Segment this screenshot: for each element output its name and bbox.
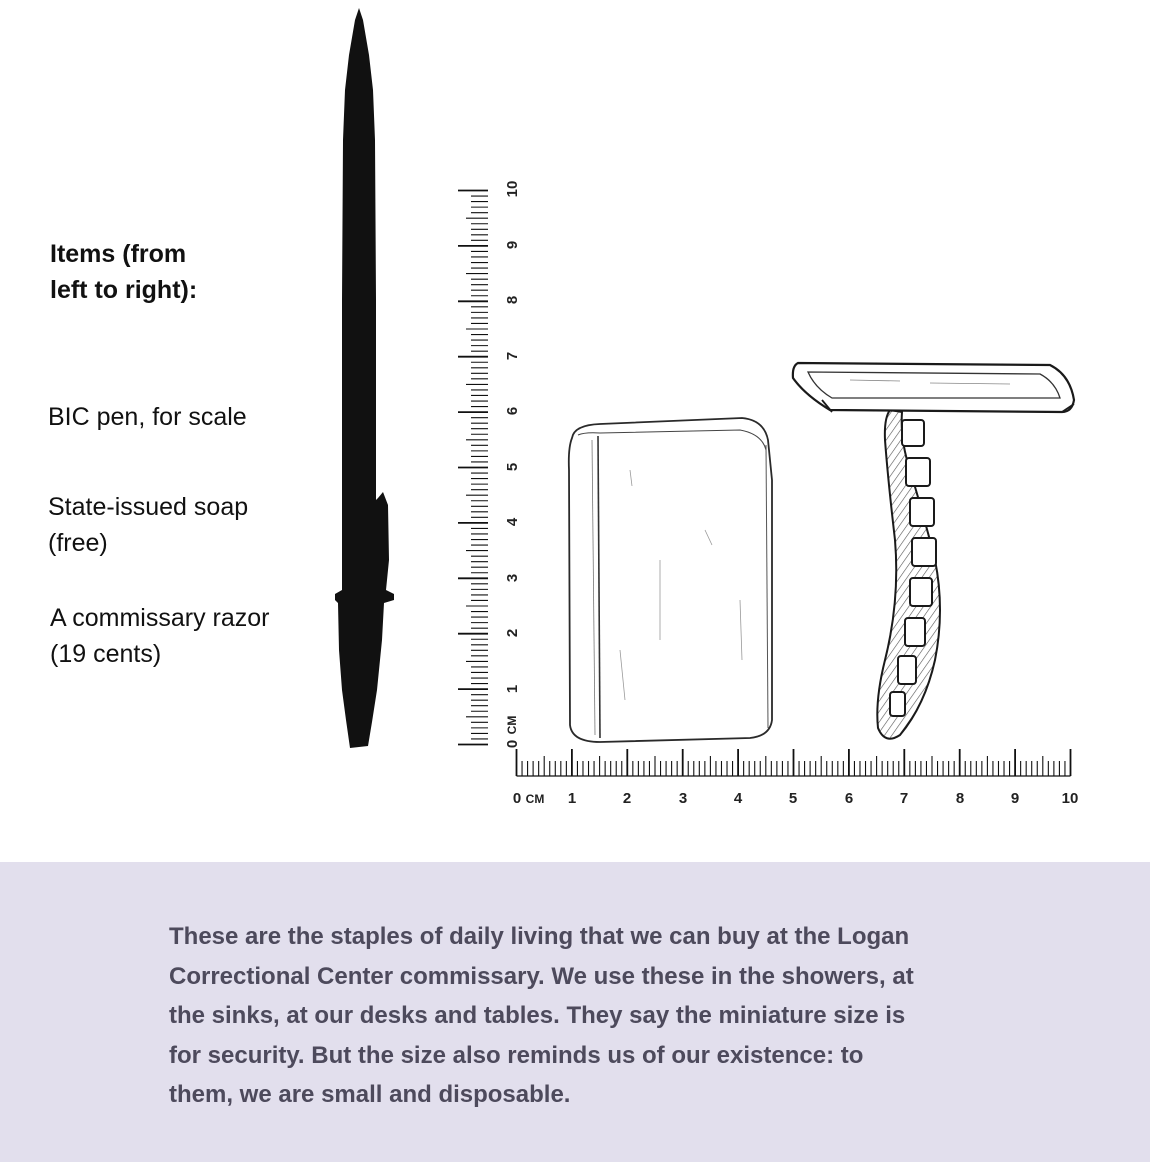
v-ruler-label: 8	[503, 295, 521, 305]
horizontal-ruler	[517, 749, 1071, 776]
v-ruler-label: 4	[503, 517, 521, 527]
v-ruler-unit: CM	[505, 715, 520, 735]
caption-text: These are the staples of daily living that we can buy at the Logan Correctional Center commissary. We use these in the showers, at the sinks, at our desks and tables. They say the miniature size is for security. But the size also reminds us of our existence: to them, we are small and disposable.	[169, 923, 914, 1108]
v-ruler-label: 7	[503, 351, 521, 361]
v-ruler-label: 3	[503, 573, 521, 583]
legend-heading: Items (from left to right):	[50, 240, 198, 304]
v-ruler-label: 2	[503, 628, 521, 638]
h-ruler-label: 9	[1010, 790, 1020, 807]
h-ruler-zero: 0	[512, 790, 522, 807]
h-ruler-label: 3	[678, 790, 688, 807]
pen-drawing	[335, 8, 394, 748]
v-ruler-zero: 0	[503, 739, 521, 749]
h-ruler-label: 10	[1061, 790, 1079, 807]
h-ruler-label: 1	[567, 790, 577, 807]
h-ruler-label: 8	[955, 790, 965, 807]
vertical-ruler-labels	[504, 181, 521, 749]
legend-item-soap: State-issued soap (free)	[48, 493, 249, 557]
razor-drawing	[793, 363, 1074, 739]
h-ruler-label: 5	[788, 790, 798, 807]
h-ruler-label: 6	[844, 790, 854, 807]
v-ruler-label: 10	[503, 180, 521, 198]
h-ruler-label: 2	[622, 790, 632, 807]
vertical-ruler	[458, 191, 488, 745]
h-ruler-label: 4	[733, 790, 743, 807]
h-ruler-unit: CM	[525, 792, 545, 806]
v-ruler-label: 6	[503, 406, 521, 416]
legend-item-pen: BIC pen, for scale	[48, 403, 247, 431]
v-ruler-label: 5	[503, 462, 521, 472]
v-ruler-label: 9	[503, 240, 521, 250]
legend-item-razor: A commissary razor (19 cents)	[50, 604, 270, 668]
horizontal-ruler-labels	[513, 790, 1079, 807]
h-ruler-label: 7	[899, 790, 909, 807]
v-ruler-label: 1	[503, 684, 521, 694]
soap-drawing	[569, 418, 772, 742]
